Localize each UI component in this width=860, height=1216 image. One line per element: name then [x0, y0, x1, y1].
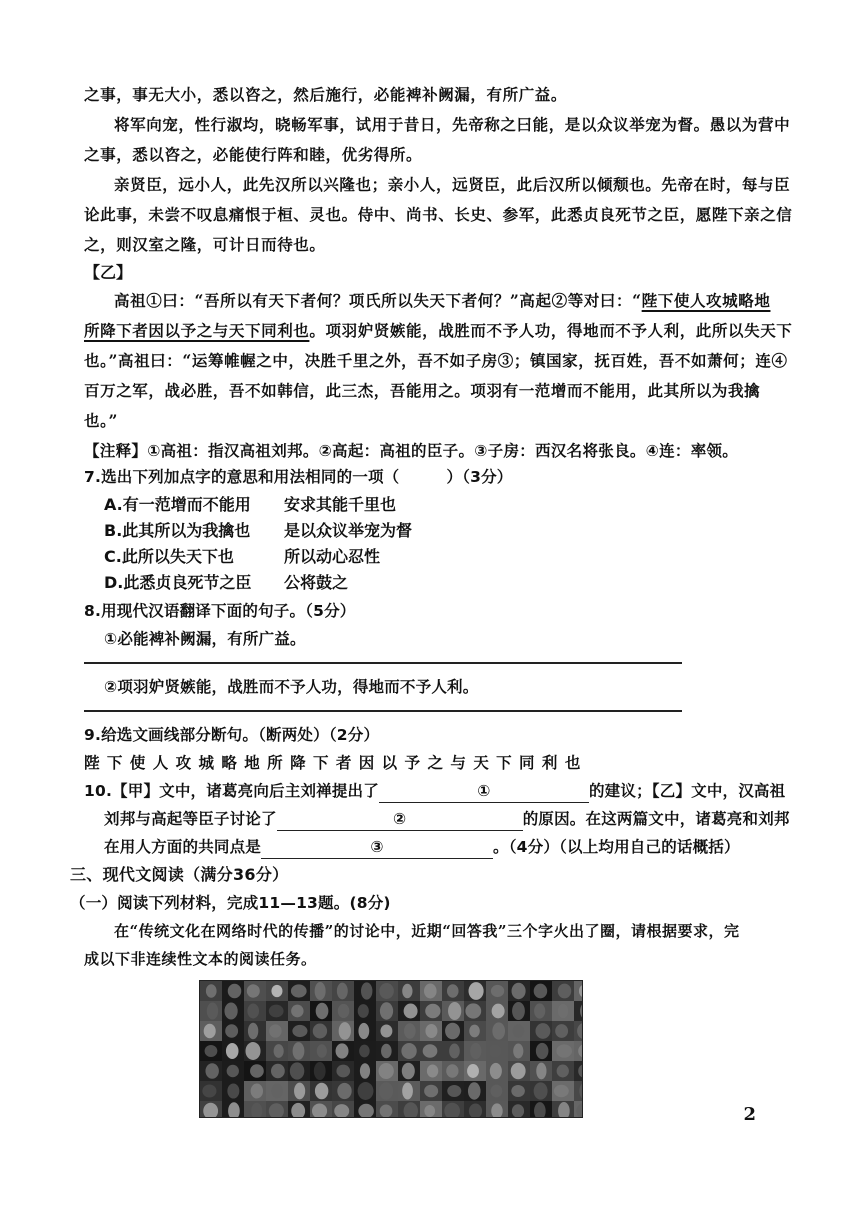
section3-subtitle: （一）阅读下列材料，完成11—13题。(8分)	[70, 894, 391, 912]
jia-line-1: 之事，事无大小，悉以咨之，然后施行，必能裨补阙漏，有所广益。	[84, 85, 568, 104]
q8-stem: 8.用现代汉语翻译下面的句子。（5分）	[84, 602, 356, 620]
jia-line-5: 论此事，未尝不叹息痛恨于桓、灵也。侍中、尚书、长史、参军，此悉贞良死节之臣，愿陛下亲之信	[84, 205, 793, 224]
yi-underlined-1: 陛下使人攻城略地	[641, 291, 771, 310]
jia-line-6: 之，则汉室之隆，可计日而待也。	[84, 235, 326, 254]
jia-line-2: 将军向宠，性行淑均，晓畅军事，试用于昔日，先帝称之曰能，是以众议举宠为督。愚以为营中	[114, 115, 791, 134]
q8-sentence-2: ②项羽妒贤嫉能，战胜而不予人功，得地而不予人利。	[104, 678, 479, 696]
q10-text-1: 10.【甲】文中，诸葛亮向后主刘禅提出了	[84, 782, 379, 800]
q7-option-a	[104, 492, 251, 518]
q7-option-b-left: B.此其所以为我擒也	[104, 521, 251, 540]
q10-marker-2: ②	[393, 810, 407, 828]
q10-marker-3: ③	[370, 838, 384, 856]
q7-option-c-left: C.此所以失天下也	[104, 547, 234, 566]
q7-option-d-left: D.此悉贞良死节之臣	[104, 573, 252, 592]
yi-label: 【乙】	[84, 263, 133, 282]
yi-line-3: 也。”高祖曰：“运筹帷幄之中，决胜千里之外，吾不如子房③；镇国家，抚百姓，吾不如萧何；连④	[84, 351, 788, 370]
section3-intro-1: 在“传统文化在网络时代的传播”的讨论中，近期“回答我”三个字火出了圈，请根据要求，完	[114, 922, 740, 940]
mosaic-pattern	[200, 981, 582, 1117]
jia-line-3: 之事，悉以咨之，必能使行阵和睦，优劣得所。	[84, 145, 423, 164]
q7-option-c	[104, 544, 234, 570]
q7-option-d	[104, 570, 251, 596]
q10-line-3	[104, 832, 740, 862]
q10-blank-1[interactable]	[379, 780, 589, 803]
yi-line-1-text: 高祖①曰：“吾所以有天下者何？项氏所以失天下者何？”高起②等对曰：“	[114, 291, 642, 310]
jia-line-4: 亲贤臣，远小人，此先汉所以兴隆也；亲小人，远贤臣，此后汉所以倾颓也。先帝在时，每与臣	[114, 175, 791, 194]
q10-marker-1: ①	[477, 782, 491, 800]
q10-text-4: 的原因。在这两篇文中，诸葛亮和刘邦	[522, 810, 790, 828]
q7-stem: 7.选出下列加点字的意思和用法相同的一项（ ）（3分）	[84, 468, 513, 486]
q8-sentence-1: ①必能裨补阙漏，有所广益。	[104, 630, 306, 648]
yi-underlined-2: 所降下者因以予之与天下同利也	[84, 321, 310, 340]
yi-line-4: 百万之军，战必胜，吾不如韩信，此三杰，吾能用之。项羽有一范增而不能用，此其所以为我擒	[84, 381, 761, 400]
q10-text-2: 的建议；【乙】文中，汉高祖	[588, 782, 786, 800]
q10-blank-2[interactable]	[277, 808, 523, 831]
q7-option-d-right: 公将鼓之	[284, 573, 349, 592]
section3-intro-2: 成以下非连续性文本的阅读任务。	[84, 950, 317, 968]
page-number: 2	[743, 1104, 756, 1125]
q7-option-b	[104, 518, 250, 544]
q9-stem: 9.给选文画线部分断句。（断两处）（2分）	[84, 726, 380, 744]
yi-line-5: 也。”	[84, 411, 118, 430]
q10-text-3: 刘邦与高起等臣子讨论了	[104, 810, 277, 828]
q10-blank-3[interactable]	[261, 836, 493, 859]
q7-option-b-right: 是以众议举宠为督	[284, 521, 413, 540]
q10-text-6: 。（4分）（以上均用自己的话概括）	[493, 838, 740, 856]
yi-line-1	[114, 286, 770, 316]
q8-answer-line-2[interactable]	[84, 710, 682, 712]
q7-option-a-left: A.有一范增而不能用	[104, 495, 251, 514]
mosaic-faces-image	[199, 980, 583, 1118]
q7-option-a-right: 安求其能千里也	[284, 495, 397, 514]
q10-line-1	[84, 776, 785, 806]
q7-option-c-right: 所以动心忍性	[284, 547, 381, 566]
yi-line-2-text: 。项羽妒贤嫉能，战胜而不予人功，得地而不予人利，此所以失天下	[309, 321, 793, 340]
q10-line-2	[104, 804, 790, 834]
q9-text: 陛 下 使 人 攻 城 略 地 所 降 下 者 因 以 予 之 与 天 下 同 利 也	[84, 753, 582, 772]
section3-title: 三、现代文阅读（满分36分）	[70, 865, 289, 884]
q8-answer-line-1[interactable]	[84, 662, 682, 664]
q10-text-5: 在用人方面的共同点是	[104, 838, 262, 856]
notes: 【注释】①高祖：指汉高祖刘邦。②高起：高祖的臣子。③子房：西汉名将张良。④连：率领。	[84, 442, 739, 460]
yi-line-2	[84, 316, 792, 346]
